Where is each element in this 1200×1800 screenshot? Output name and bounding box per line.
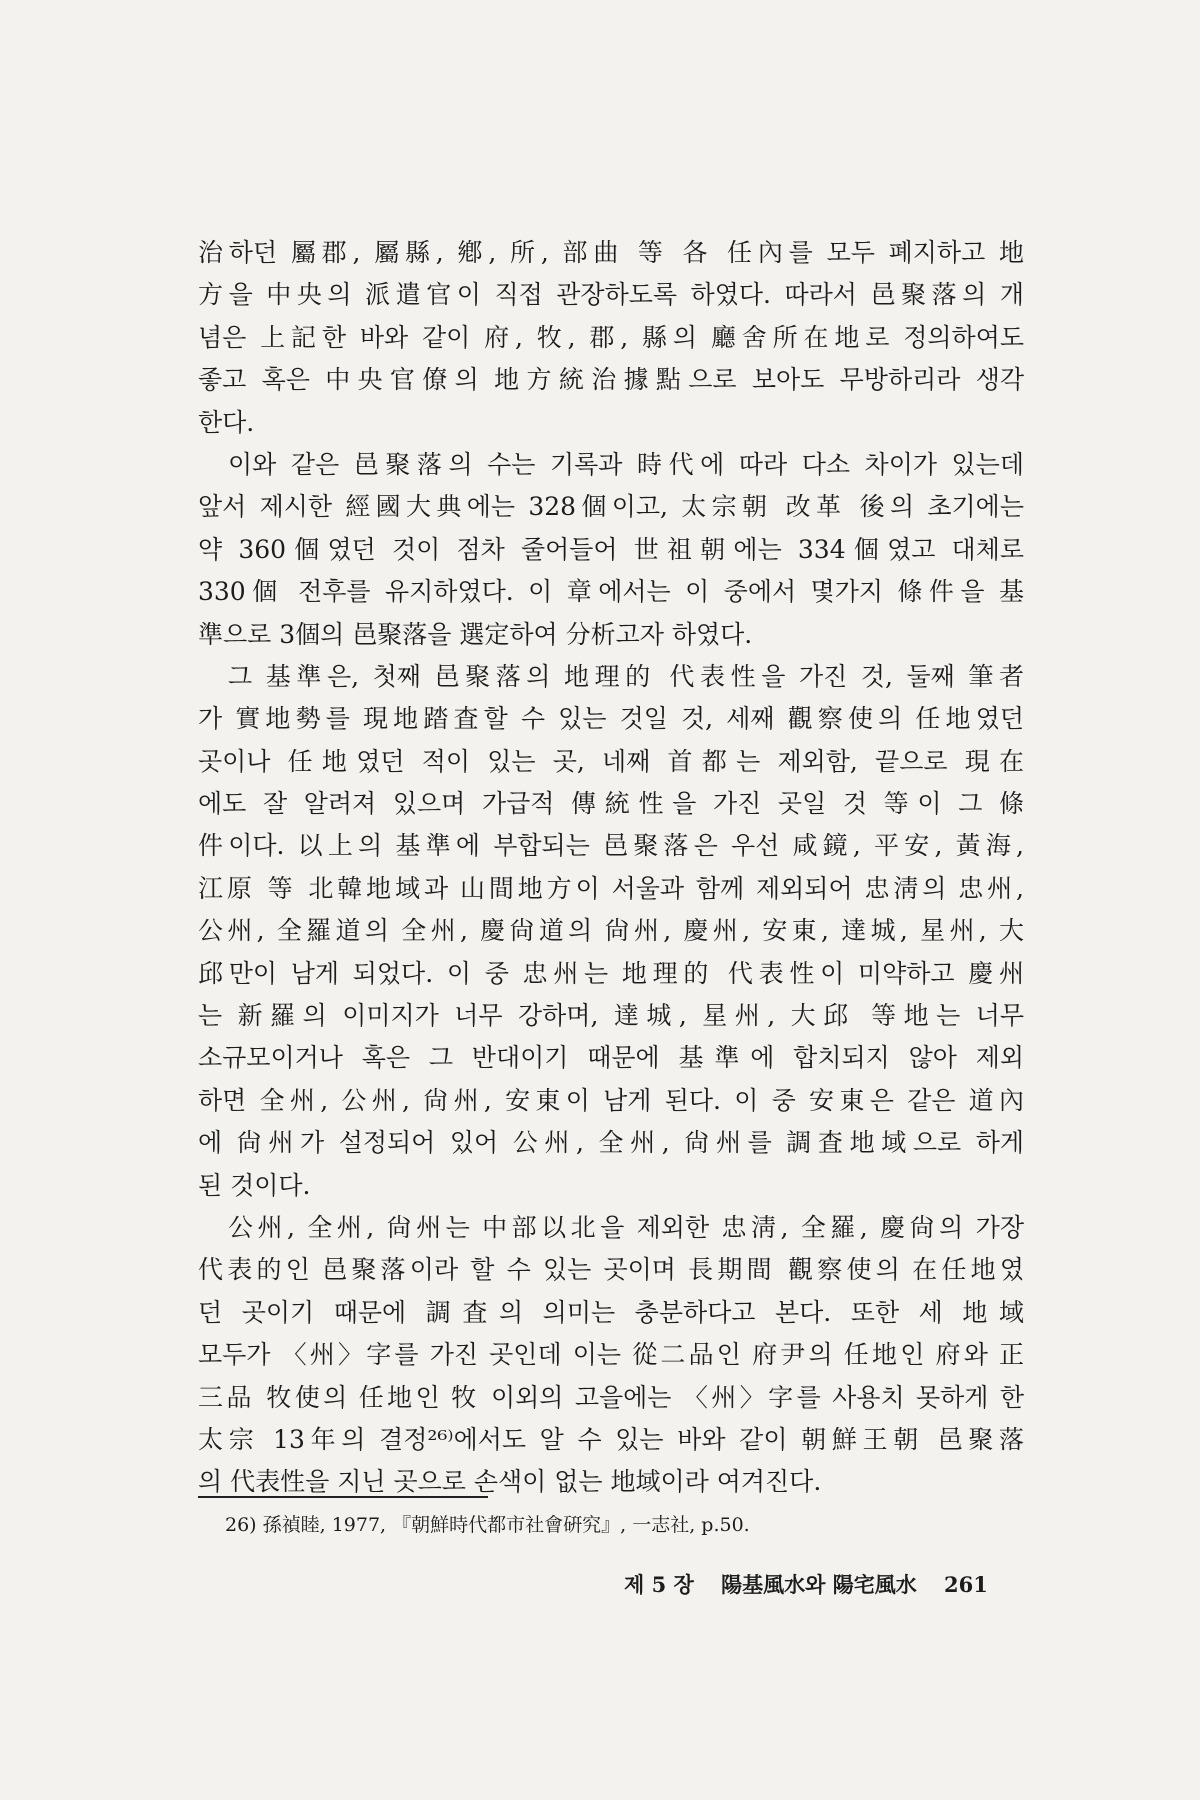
- text-line: 념은 上記한 바와 같이 府, 牧, 郡, 縣의 廳舍所在地로 정의하여도: [198, 322, 1024, 352]
- text-line: 江原 等 北韓地域과 山間地方이 서울과 함께 제외되어 忠淸의 忠州,: [198, 873, 1024, 903]
- text-line: 方을 中央의 派遣官이 직접 관장하도록 하였다. 따라서 邑聚落의 개: [198, 280, 1024, 310]
- text-line: 그 基準은, 첫째 邑聚落의 地理的 代表性을 가진 것, 둘째 筆者: [228, 661, 1024, 691]
- chapter-label: 제 5 장: [624, 1572, 694, 1597]
- page-number: 261: [944, 1572, 988, 1597]
- text-line: 公州, 全羅道의 全州, 慶尙道의 尙州, 慶州, 安東, 達城, 星州, 大: [198, 916, 1024, 946]
- text-line: 330個 전후를 유지하였다. 이 章에서는 이 중에서 몇가지 條件을 基: [198, 577, 1024, 607]
- text-line: 準으로 3個의 邑聚落을 選定하여 分析고자 하였다.: [198, 619, 753, 649]
- body-text: [198, 232, 1024, 1504]
- text-line: 던 곳이기 때문에 調査의 의미는 충분하다고 본다. 또한 세 地域: [198, 1297, 1024, 1327]
- text-line: 件이다. 以上의 基準에 부합되는 邑聚落은 우선 咸鏡, 平安, 黃海,: [198, 831, 1024, 861]
- text-line: 治하던 屬郡, 屬縣, 鄕, 所, 部曲 等 各 任內를 모두 폐지하고 地: [198, 238, 1024, 267]
- text-line: 좋고 혹은 中央官僚의 地方統治據點으로 보아도 무방하리라 생각: [198, 365, 1024, 395]
- footnote-divider: [198, 1496, 488, 1498]
- footnote: 26) 孫禎睦, 1977, 『朝鮮時代都市社會硏究』, 一志社, p.50.: [225, 1514, 750, 1536]
- text-line: 앞서 제시한 經國大典에는 328個이고, 太宗朝 改革 後의 초기에는: [198, 492, 1024, 522]
- text-line: 모두가 〈州〉字를 가진 곳인데 이는 從二品인 府尹의 任地인 府와 正: [198, 1340, 1024, 1370]
- text-line: 한다.: [198, 407, 255, 437]
- text-line: 하면 全州, 公州, 尙州, 安東이 남게 된다. 이 중 安東은 같은 道內: [198, 1085, 1024, 1115]
- text-line: 公州, 全州, 尙州는 中部以北을 제외한 忠淸, 全羅, 慶尙의 가장: [228, 1212, 1024, 1242]
- text-line: 약 360個였던 것이 점차 줄어들어 世祖朝에는 334個였고 대체로: [198, 534, 1024, 564]
- text-line: 太宗 13年의 결정²⁶⁾에서도 알 수 있는 바와 같이 朝鮮王朝 邑聚落: [198, 1424, 1024, 1454]
- running-footer: [624, 1570, 988, 1600]
- text-line: 된 것이다.: [198, 1170, 311, 1200]
- text-line: 는 新羅의 이미지가 너무 강하며, 達城, 星州, 大邱 等地는 너무: [198, 1001, 1024, 1031]
- text-line: 에도 잘 알려져 있으며 가급적 傳統性을 가진 곳일 것 等이 그 條: [198, 789, 1024, 819]
- text-line: 가 實地勢를 現地踏査할 수 있는 것일 것, 세째 觀察使의 任地였던: [198, 704, 1024, 734]
- text-line: 에 尙州가 설정되어 있어 公州, 全州, 尙州를 調査地域으로 하게: [198, 1128, 1024, 1158]
- text-line: 소규모이거나 혹은 그 반대이기 때문에 基準에 합치되지 않아 제외: [198, 1043, 1024, 1073]
- text-line: 이와 같은 邑聚落의 수는 기록과 時代에 따라 다소 차이가 있는데: [228, 449, 1024, 479]
- text-line: 의 代表性을 지닌 곳으로 손색이 없는 地域이라 여겨진다.: [198, 1467, 822, 1497]
- text-line: 邱만이 남게 되었다. 이 중 忠州는 地理的 代表性이 미약하고 慶州: [198, 958, 1024, 988]
- text-line: 三品 牧使의 任地인 牧 이외의 고을에는 〈州〉字를 사용치 못하게 한: [198, 1382, 1024, 1412]
- chapter-title: 陽基風水와 陽宅風水: [721, 1572, 917, 1597]
- text-line: 곳이나 任地였던 적이 있는 곳, 네째 首都는 제외함, 끝으로 現在: [198, 746, 1024, 776]
- text-line: 代表的인 邑聚落이라 할 수 있는 곳이며 長期間 觀察使의 在任地였: [198, 1255, 1024, 1285]
